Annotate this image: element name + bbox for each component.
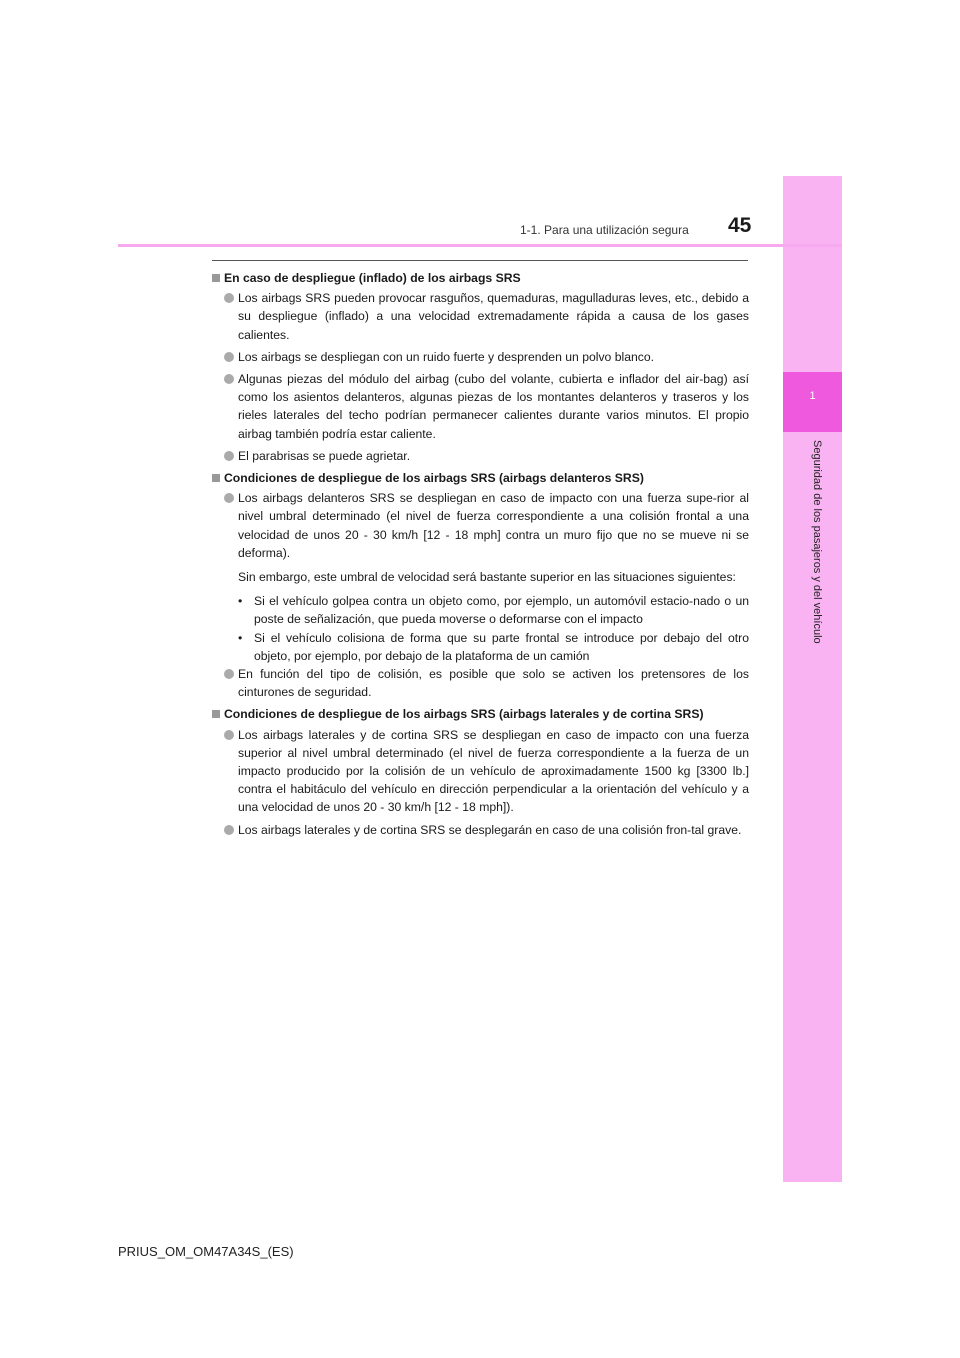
list-item: Los airbags delanteros SRS se despliegan en caso de impacto con una fuerza supe-rior al nivel umbral determinado (el nivel de fuerza correspondiente a una colisión frontal a una velocidad de unos 20 - 30 km/h [12 - 18 mph] contra un muro fijo que no se mueve ni se deforma).	[212, 489, 749, 562]
circle-bullet-icon	[224, 730, 234, 740]
dot-bullet-icon: •	[238, 630, 243, 645]
sub-list-item: • Si el vehículo colisiona de forma que su parte frontal se introduce por debajo del otro objeto, por ejemplo, por debajo de la plataforma de un camión	[238, 630, 749, 663]
chapter-title-vertical: Seguridad de los pasajeros y del vehículo	[811, 440, 823, 644]
list-item: Los airbags SRS pueden provocar rasguños, quemaduras, magulladuras leves, etc., debido a su despliegue (inflado) a una velocidad extremadamente rápida a causa de los gases calientes.	[212, 289, 749, 344]
circle-bullet-icon	[224, 293, 234, 303]
list-item: El parabrisas se puede agrietar.	[212, 447, 749, 465]
circle-bullet-icon	[224, 825, 234, 835]
circle-bullet-icon	[224, 451, 234, 461]
square-bullet-icon	[212, 710, 220, 718]
circle-bullet-icon	[224, 669, 234, 679]
square-bullet-icon	[212, 274, 220, 282]
square-bullet-icon	[212, 474, 220, 482]
chapter-number: 1	[809, 390, 816, 402]
list-item: Algunas piezas del módulo del airbag (cubo del volante, cubierta e inflador del air-bag) así como los asientos delanteros, algunas piezas de los montantes delanteros y traseros y los rieles laterales del techo podrían permanecer calientes durante varios minutos. El propio airbag también podría estar caliente.	[212, 370, 749, 443]
header-divider	[118, 244, 842, 247]
list-item: Los airbags laterales y de cortina SRS se despliegan en caso de impacto con una fuerza superior al nivel umbral determinado (el nivel de fuerza correspondiente a la fuerza de un impacto producido por la colisión de un vehículo de aproximadamente 1500 kg [3300 lb.] contra el habitáculo del vehículo en dirección perpendicular a la orientación del vehículo y a una velocidad de unos 20 - 30 km/h [12 - 18 mph]).	[212, 726, 749, 817]
note-paragraph: Sin embargo, este umbral de velocidad será bastante superior en las situaciones siguientes:	[238, 570, 736, 585]
section-heading: Condiciones de despliegue de los airbags SRS (airbags delanteros SRS)	[212, 469, 749, 487]
section-heading: En caso de despliegue (inflado) de los airbags SRS	[212, 269, 749, 287]
content-top-rule	[212, 260, 748, 261]
list-item: En función del tipo de colisión, es posible que solo se activen los pretensores de los cinturones de seguridad.	[212, 665, 749, 701]
circle-bullet-icon	[224, 493, 234, 503]
document-code: PRIUS_OM_OM47A34S_(ES)	[118, 1244, 294, 1259]
section-heading: Condiciones de despliegue de los airbags SRS (airbags laterales y de cortina SRS)	[212, 705, 749, 723]
dot-bullet-icon: •	[238, 594, 243, 609]
section-title: 1-1. Para una utilización segura	[520, 223, 689, 237]
list-item: Los airbags laterales y de cortina SRS se desplegarán en caso de una colisión fron-tal grave.	[212, 821, 749, 839]
circle-bullet-icon	[224, 352, 234, 362]
page-content	[212, 269, 749, 843]
list-item: Los airbags se despliegan con un ruido fuerte y desprenden un polvo blanco.	[212, 348, 749, 366]
circle-bullet-icon	[224, 374, 234, 384]
page-number: 45	[728, 214, 752, 237]
chapter-tab-marker	[783, 372, 842, 432]
sub-list-item: • Si el vehículo golpea contra un objeto como, por ejemplo, un automóvil estacio-nado o un poste de señalización, que pueda moverse o deformarse con el impacto	[238, 594, 749, 627]
